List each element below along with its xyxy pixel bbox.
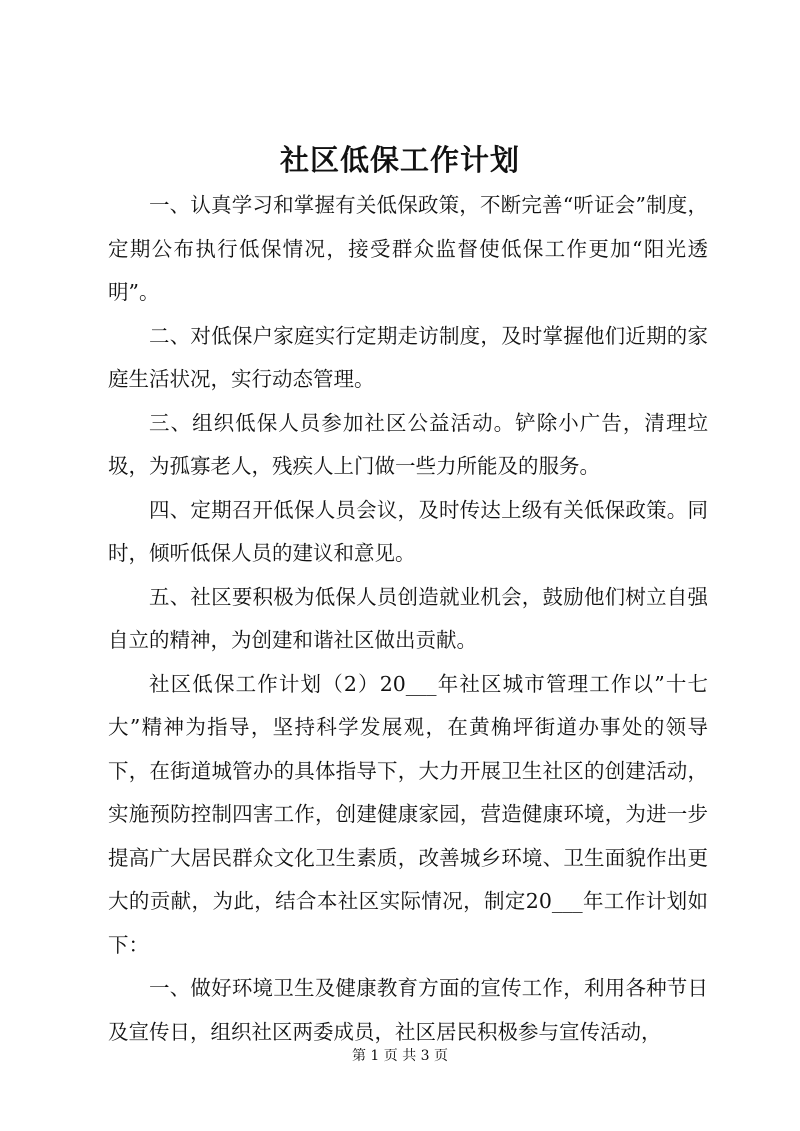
paragraph-plan-two-intro: 社区低保工作计划（2）20___年社区城市管理工作以”十七大”精神为指导，坚持科学发展观，在黄桷坪街道办事处的领导下，在街道城管办的具体指导下，大力开展卫生社区的创建活动，实施预防控制四害工作，创建健康家园，营造健康环境，为进一步提高广大居民群众文化卫生素质，改善城乡环境、卫生面貌作出更大的贡献，为此，结合本社区实际情况，制定20___年工作计划如下： bbox=[108, 671, 708, 957]
paragraph-publicity: 一、做好环境卫生及健康教育方面的宣传工作，利用各种节日及宣传日，组织社区两委成员，社区居民积极参与宣传活动， bbox=[108, 976, 708, 1044]
document-title: 社区低保工作计划 bbox=[279, 143, 520, 177]
paragraph-policy-study: 一、认真学习和掌握有关低保政策，不断完善“听证会”制度，定期公布执行低保情况，接受群众监督使低保工作更加“阳光透明”。 bbox=[108, 193, 708, 304]
paragraph-public-welfare: 三、组织低保人员参加社区公益活动。铲除小广告，清理垃圾，为孤寡老人，残疾人上门做一些力所能及的服务。 bbox=[108, 410, 708, 478]
document-body bbox=[108, 184, 708, 1054]
paragraph-home-visits: 二、对低保户家庭实行定期走访制度，及时掌握他们近期的家庭生活状况，实行动态管理。 bbox=[108, 323, 708, 391]
page-footer: 第 1 页 共 3 页 bbox=[351, 1048, 449, 1064]
paragraph-meetings: 四、定期召开低保人员会议，及时传达上级有关低保政策。同时，倾听低保人员的建议和意见。 bbox=[108, 497, 708, 565]
paragraph-employment: 五、社区要积极为低保人员创造就业机会，鼓励他们树立自强自立的精神，为创建和谐社区做出贡献。 bbox=[108, 584, 708, 652]
